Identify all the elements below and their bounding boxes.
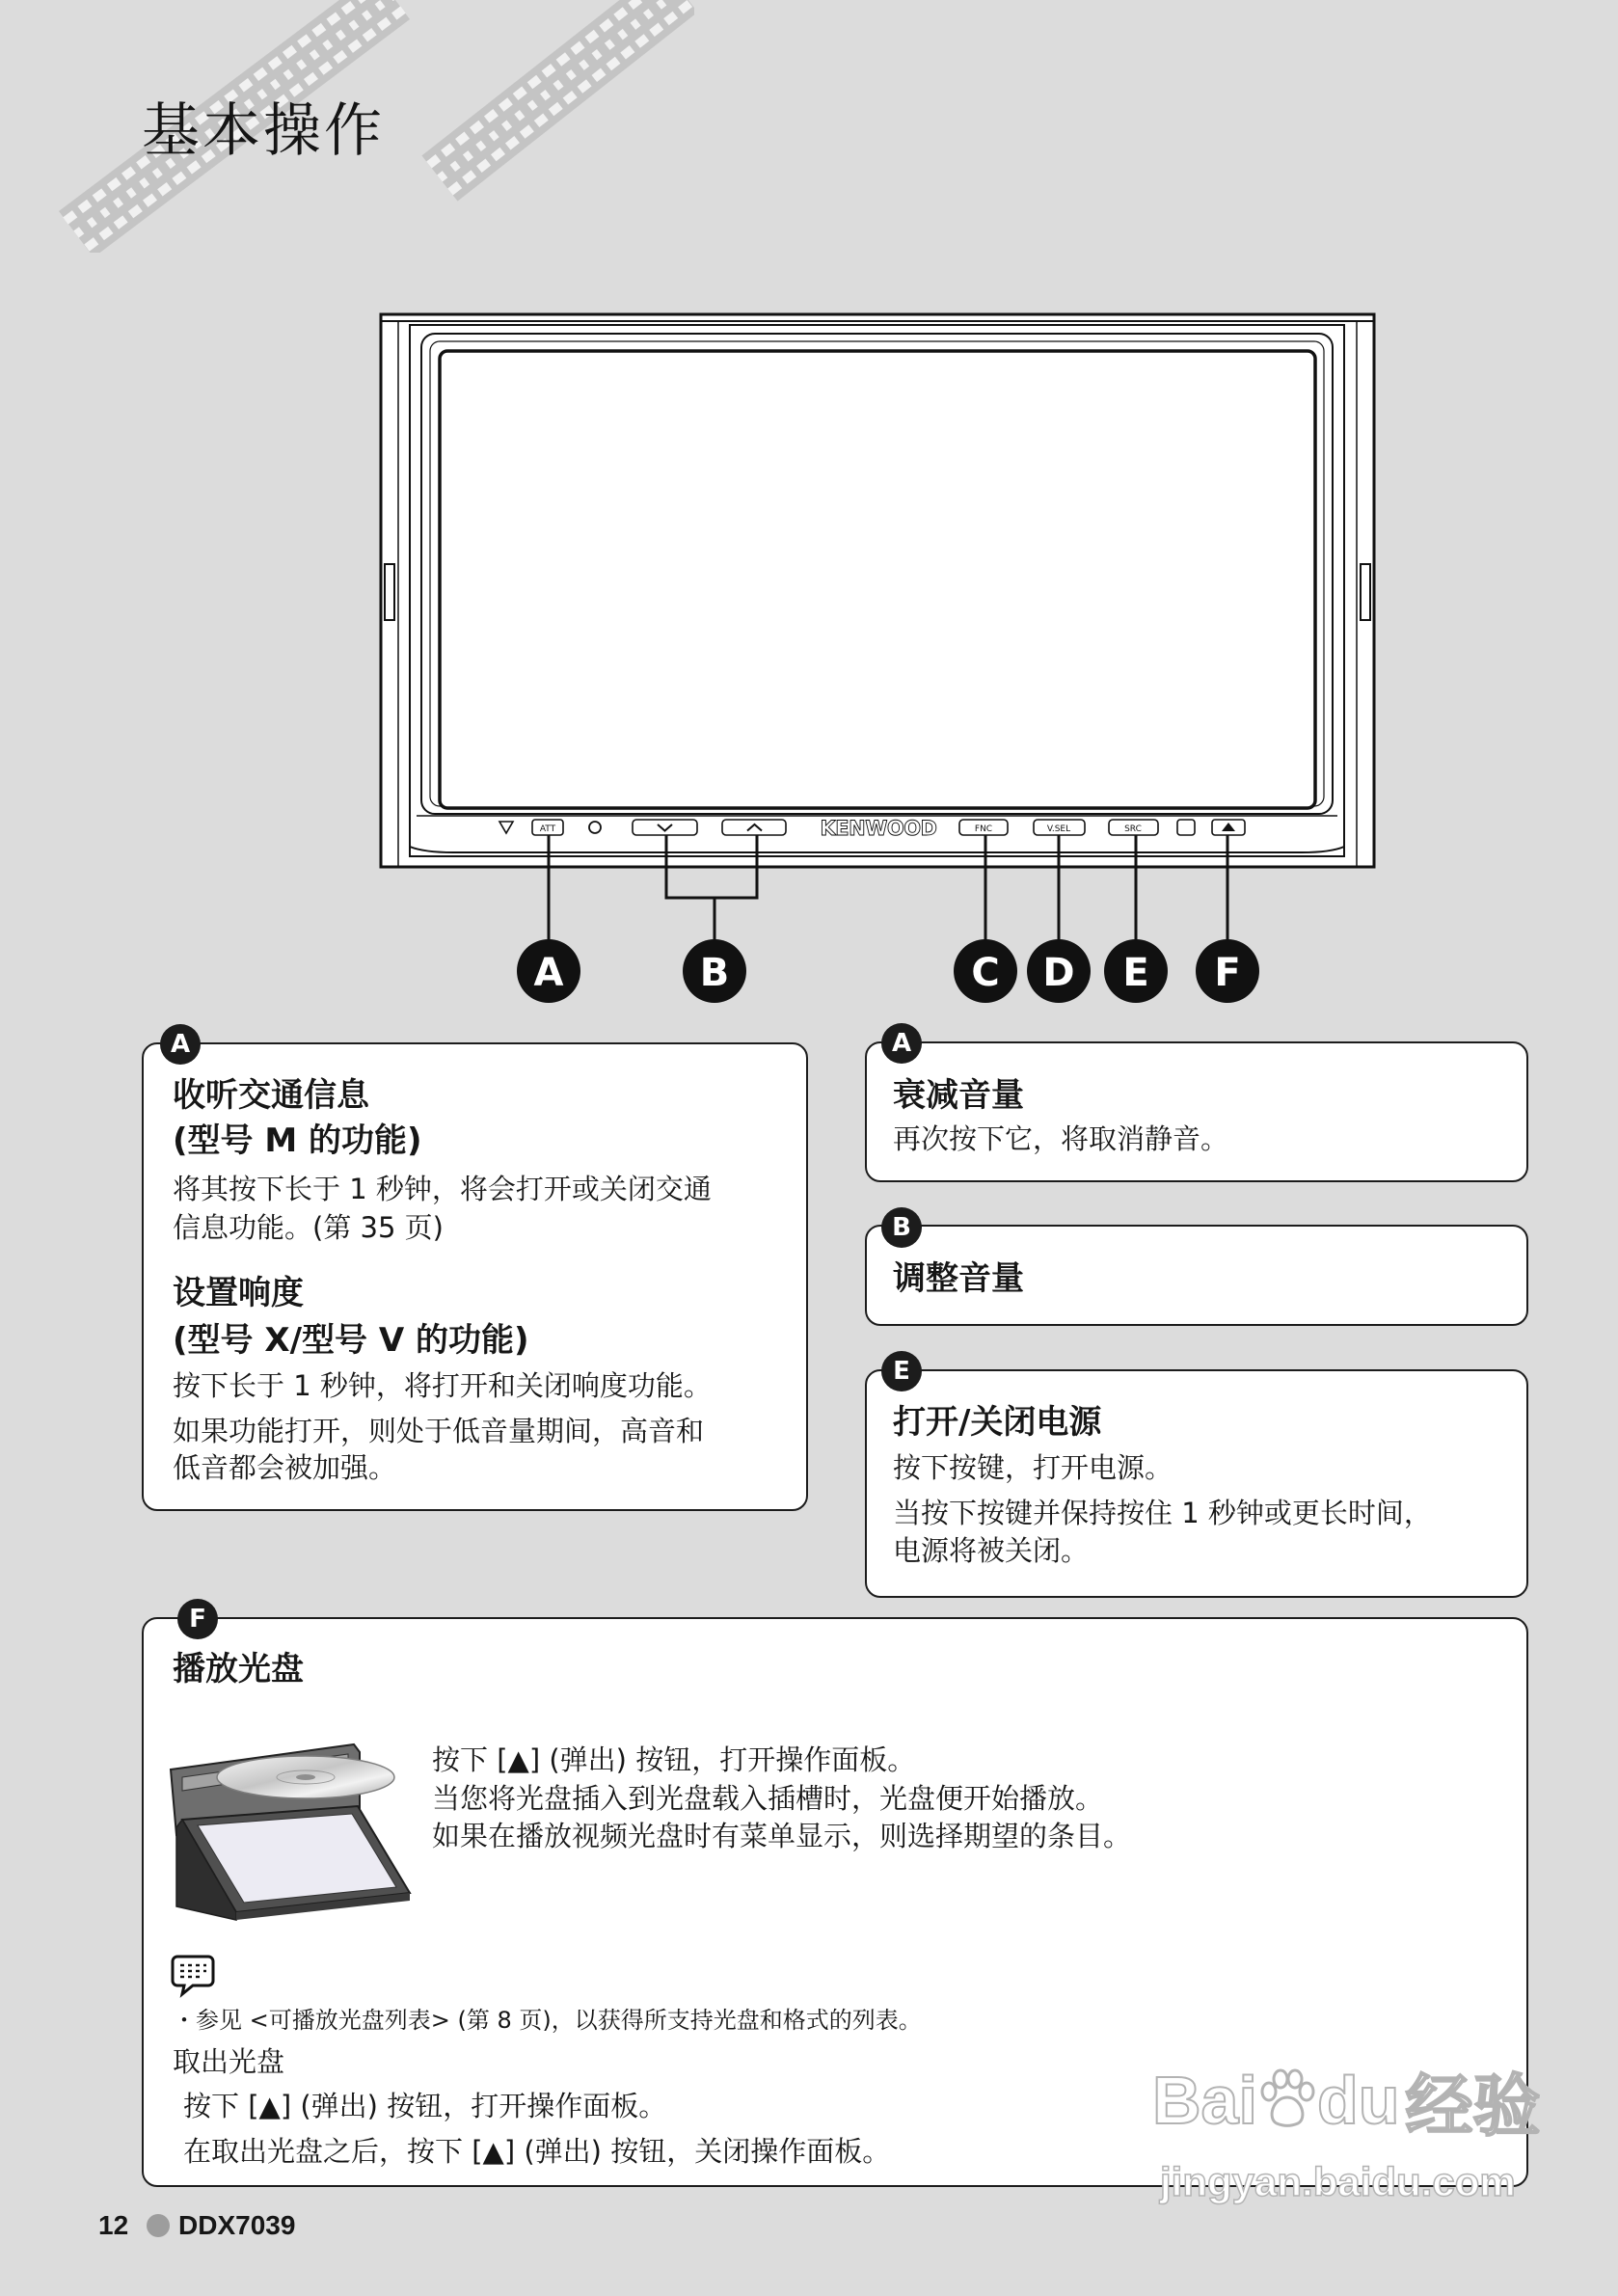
callout-label: F [1214,951,1241,995]
speech-bubble-icon [170,1954,216,1998]
body-text: 如果在播放视频光盘时有菜单显示，则选择期望的条目。 [432,1820,1132,1852]
fnc-button-label: FNC [974,824,993,834]
section-badge: B [881,1207,922,1248]
section-heading: 衰减音量 [893,1076,1024,1115]
section-heading: 收听交通信息 [173,1076,369,1115]
indicator-square-icon [1177,820,1195,835]
head-unit-body [381,314,1374,867]
callout-b [683,939,746,1003]
footer-dot [147,2214,170,2237]
body-text: 低音都会被加强。 [173,1451,397,1484]
body-text: 如果功能打开，则处于低音量期间，高音和 [173,1415,705,1447]
body-text: 当按下按键并保持按住 1 秒钟或更长时间， [893,1497,1432,1529]
src-button [1109,820,1158,835]
section-badge: A [160,1024,201,1065]
section-heading: 调整音量 [893,1259,1024,1298]
watermark-brand-right: du [1316,2063,1400,2138]
head-unit-diagram [0,0,1618,1022]
callout-label: A [533,951,564,995]
section-badge: A [881,1023,922,1064]
volume-down-button [633,820,697,835]
section-badge: E [881,1351,922,1391]
src-button-label: SRC [1124,824,1142,834]
body-text: 按下 [▲] (弹出) 按钮，打开操作面板。 [432,1743,916,1776]
subsection-heading: 取出光盘 [173,2045,285,2078]
disc-insertion-illustration [169,1739,412,1922]
callout-d [1027,939,1091,1003]
body-text: 在取出光盘之后，按下 [▲] (弹出) 按钮，关闭操作面板。 [183,2135,891,2168]
paw-icon [1257,2068,1317,2132]
section-subheading: (型号 X/型号 V 的功能) [173,1321,529,1360]
power-panel [865,1357,1528,1598]
section-badge: F [177,1599,218,1639]
callout-e [1104,939,1168,1003]
callout-label: E [1122,951,1149,995]
page-number: 12 [98,2210,129,2240]
callout-c [954,939,1017,1003]
vsel-button [1034,820,1085,835]
volume-up-button [722,820,786,835]
callout-label: D [1042,951,1075,995]
watermark-url: jingyan.baidu.com [1160,2159,1516,2204]
fnc-button [959,820,1008,835]
page-title: 基本操作 [142,97,385,165]
body-text: 信息功能。(第 35 页) [173,1211,444,1244]
display-screen [440,351,1315,808]
body-text: 当您将光盘插入到光盘载入插槽时，光盘便开始播放。 [432,1782,1104,1815]
section-subheading: (型号 M 的功能) [173,1121,422,1160]
volume-panel [865,1213,1528,1326]
section-heading: 打开/关闭电源 [893,1403,1102,1442]
body-text: 按下长于 1 秒钟，将打开和关闭响度功能。 [173,1369,712,1402]
callout-a [517,939,580,1003]
att-traffic-loudness-panel [142,1030,808,1511]
att-button-label: ATT [539,824,556,834]
callout-label: C [971,951,1000,995]
callout-f [1196,939,1259,1003]
kenwood-logo: KENWOOD [820,817,937,840]
body-text: 再次按下它，将取消静音。 [893,1122,1229,1155]
watermark-brand-left: Bai [1152,2063,1257,2138]
model-name: DDX7039 [178,2210,296,2240]
note-text: ・参见 <可播放光盘列表> (第 8 页)，以获得所支持光盘和格式的列表。 [173,2007,922,2034]
section-heading: 播放光盘 [173,1650,304,1688]
body-text: 电源将被关闭。 [893,1534,1090,1567]
att-mute-panel [865,1029,1528,1182]
body-text: 将其按下长于 1 秒钟，将会打开或关闭交通 [173,1173,712,1205]
eject-button [1212,820,1245,835]
watermark-brand [1152,2052,1540,2148]
callout-label: B [699,951,730,995]
body-text: 按下按键，打开电源。 [893,1451,1173,1484]
watermark-brand-cn: 经验 [1405,2067,1541,2144]
body-text: 按下 [▲] (弹出) 按钮，打开操作面板。 [183,2090,667,2122]
vsel-button-label: V.SEL [1046,824,1071,834]
section-heading: 设置响度 [173,1274,304,1312]
att-button [532,820,563,835]
